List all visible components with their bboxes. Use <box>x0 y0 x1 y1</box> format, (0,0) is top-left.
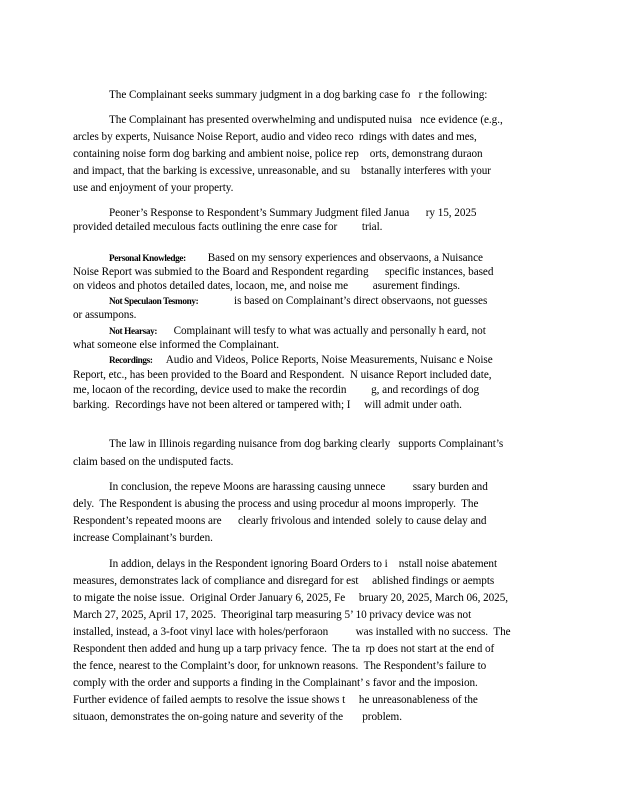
para1-line: The Complainant has presented overwhelming and undisputed nuisa nce evidence (e.g., <box>109 114 503 126</box>
para1-line: and impact, that the barking is excessive, unreasonable, and su bstanally interferes with your <box>73 165 491 177</box>
para5-line: Respondent then added and hung up a tarp privacy fence. The ta rp does not start at the end of <box>73 643 495 655</box>
personal-knowledge-line <box>109 251 483 265</box>
para3-line: The law in Illinois regarding nuisance from dog barking clearly supports Complainant’s <box>109 438 504 450</box>
para5-line: Further evidence of failed aempts to resolve the issue shows t he unreasonableness of the <box>73 694 478 706</box>
para4-line: dely. The Respondent is abusing the process and using procedur al moons improperly. The <box>73 498 479 510</box>
para4-line: increase Complainant’s burden. <box>73 532 213 544</box>
recordings-line <box>109 353 493 367</box>
recordings-line: me, locaon of the recording, device used to make the recordin g, and recordings of dog <box>73 384 479 396</box>
not-hearsay-line: what someone else informed the Complainant. <box>73 339 280 351</box>
recordings-line: Report, etc., has been provided to the Board and Respondent. N uisance Report included date, <box>73 369 492 381</box>
recordings-line: barking. Recordings have not been altered or tampered with; I will admit under oath. <box>73 399 462 411</box>
personal-knowledge-line: on videos and photos detailed dates, locaon, me, and noise me asurement findings. <box>73 280 461 292</box>
not-speculation-label: Not Speculaon Tesmony: <box>109 296 199 306</box>
para3-line: claim based on the undisputed facts. <box>73 456 234 468</box>
para4-line: In conclusion, the repeve Moons are harassing causing unnece ssary burden and <box>109 481 488 493</box>
intro-line: The Complainant seeks summary judgment in a dog barking case fo r the following: <box>109 89 488 101</box>
not-hearsay-label: Not Hearsay: <box>109 326 158 336</box>
para4-line: Respondent’s repeated moons are clearly frivolous and intended solely to cause delay and <box>73 515 487 527</box>
para5-line: measures, demonstrates lack of compliance and disregard for est ablished findings or aempts <box>73 575 495 587</box>
personal-knowledge-line: Noise Report was submied to the Board and Respondent regarding specific instances, based <box>73 266 494 278</box>
para5-line: the fence, nearest to the Complaint’s door, for unknown reasons. The Respondent’s failure to <box>73 660 487 672</box>
para1-line: arcles by experts, Nuisance Noise Report, audio and video reco rdings with dates and mes, <box>73 131 477 143</box>
para5-line: installed, instead, a 3-foot vinyl lace with holes/perforaon was installed with no success. The <box>73 626 511 638</box>
para5-line: March 27, 2025, April 17, 2025. Theoriginal tarp measuring 5’ 10 privacy device was not <box>73 609 472 621</box>
para2-line: provided detailed meculous facts outlining the enre case for trial. <box>73 221 383 233</box>
personal-knowledge-label: Personal Knowledge: <box>109 253 186 263</box>
para5-line: situaon, demonstrates the on-going nature and severity of the problem. <box>73 711 402 723</box>
para1-line: containing noise form dog barking and ambient noise, police rep orts, demonstrang duraon <box>73 148 483 160</box>
not-hearsay-text: Complainant will tesfy to what was actually and personally h eard, not <box>157 325 486 337</box>
not-hearsay-line <box>109 324 486 338</box>
recordings-text: Audio and Videos, Police Reports, Noise Measurements, Nuisanc e Noise <box>152 354 493 366</box>
para1-line: use and enjoyment of your property. <box>73 182 234 194</box>
not-speculation-line <box>109 294 487 308</box>
not-speculation-text: is based on Complainant’s direct observaons, not guesses <box>198 295 488 307</box>
para5-line: In addion, delays in the Respondent ignoring Board Orders to i nstall noise abatement <box>109 558 498 570</box>
para5-line: to migate the noise issue. Original Order January 6, 2025, Fe bruary 20, 2025, March 06, 2025, <box>73 592 509 604</box>
not-speculation-line: or assumpons. <box>73 309 137 321</box>
recordings-label: Recordings: <box>109 355 153 365</box>
para5-line: comply with the order and supports a finding in the Complainant’ s favor and the imposion. <box>73 677 478 689</box>
personal-knowledge-text: Based on my sensory experiences and observaons, a Nuisance <box>185 252 483 264</box>
para2-line: Peoner’s Response to Respondent’s Summary Judgment filed Janua ry 15, 2025 <box>109 207 477 219</box>
